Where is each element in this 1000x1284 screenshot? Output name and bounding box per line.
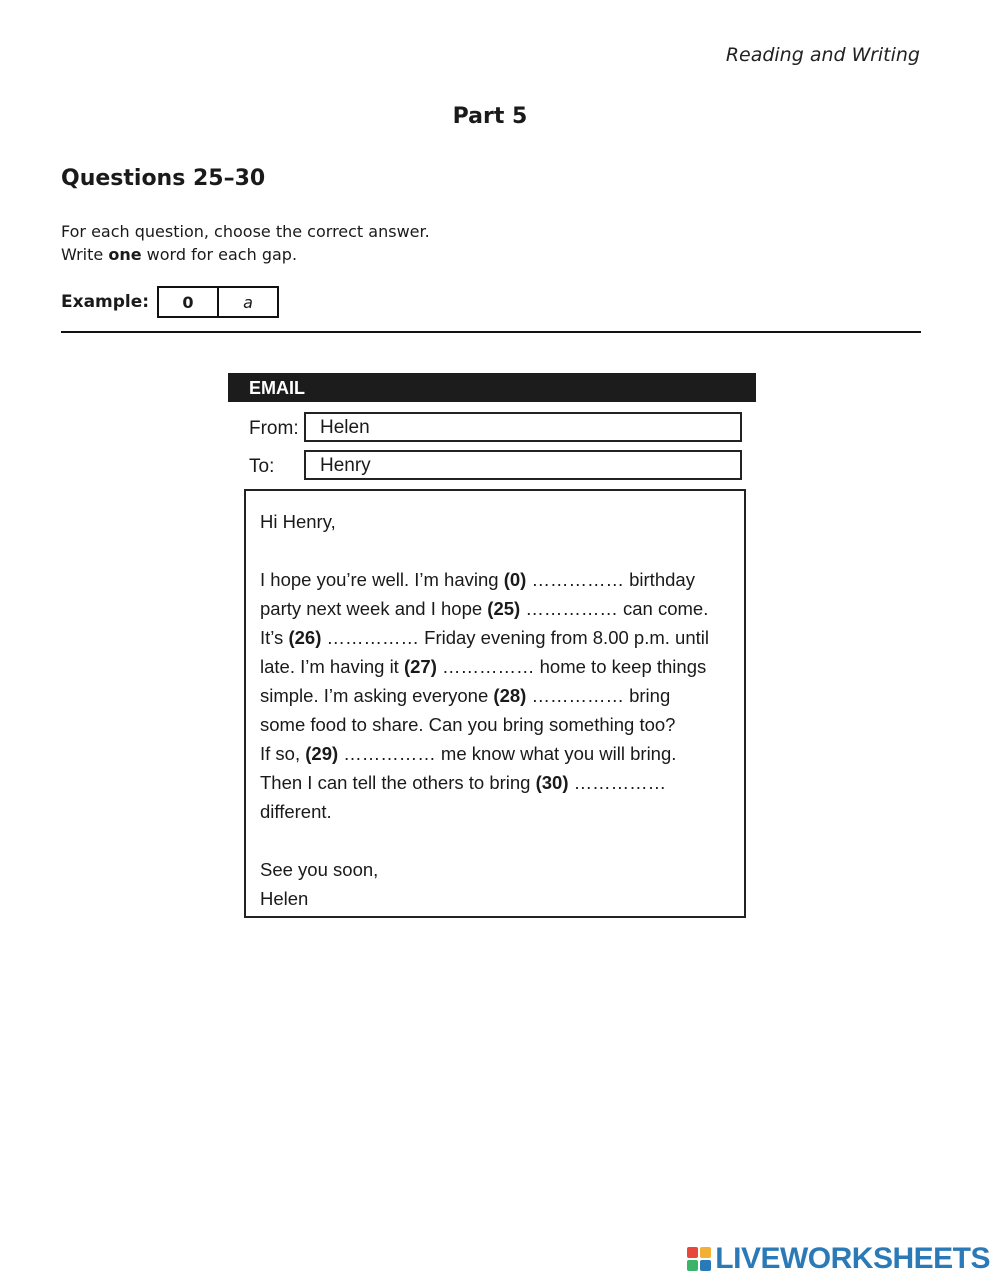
from-field: Helen [304,412,742,442]
part-title: Part 5 [452,104,528,129]
email-signature: Helen [260,888,309,909]
gap-label: (25) [487,598,521,619]
example-row [61,286,279,318]
email-closing: See you soon, [260,859,379,880]
example-answer: a [243,292,253,312]
example-number: 0 [159,288,219,316]
email-greeting: Hi Henry, [260,511,336,532]
gap-label: (29) [305,743,339,764]
gap-label: (30) [535,772,569,793]
divider [61,331,921,333]
instructions [61,220,430,266]
email-line: It’s (26) …………… Friday evening from 8.00 p.m. until [260,627,709,648]
to-label: To: [249,456,275,477]
liveworksheets-wordmark: LIVEWORKSHEETS [715,1242,990,1275]
email-line: different. [260,801,332,822]
liveworksheets-brand[interactable] [687,1242,990,1276]
gap-label: (27) [403,656,437,677]
gap-label: (0) [503,569,527,590]
from-label: From: [249,418,299,439]
email-line: If so, (29) …………… me know what you will bring. [260,743,677,764]
example-label: Example: [61,292,150,312]
example-box [157,286,279,318]
email-line: simple. I’m asking everyone (28) …………… bring [260,685,671,706]
email-line: Then I can tell the others to bring (30) …………… [260,772,667,793]
logo-square [700,1260,711,1271]
instruction-line-2: Write one word for each gap. [61,245,298,264]
logo-square [687,1247,698,1258]
section-header: Reading and Writing [725,44,920,66]
logo-square [687,1260,698,1271]
questions-title: Questions 25–30 [61,166,266,191]
gap-label: (28) [493,685,527,706]
email-line: late. I’m having it (27) …………… home to keep things [260,656,707,677]
email-header-bar: EMAIL [228,373,756,402]
logo-square [700,1247,711,1258]
email-body [244,489,746,918]
instruction-line-1: For each question, choose the correct answer. [61,222,430,241]
email-line: party next week and I hope (25) …………… can come. [260,598,709,619]
email-line: I hope you’re well. I’m having (0) …………… birthday [260,569,695,590]
to-field: Henry [304,450,742,480]
email-line: some food to share. Can you bring something too? [260,714,676,735]
liveworksheets-logo-icon [687,1247,711,1271]
gap-label: (26) [288,627,322,648]
